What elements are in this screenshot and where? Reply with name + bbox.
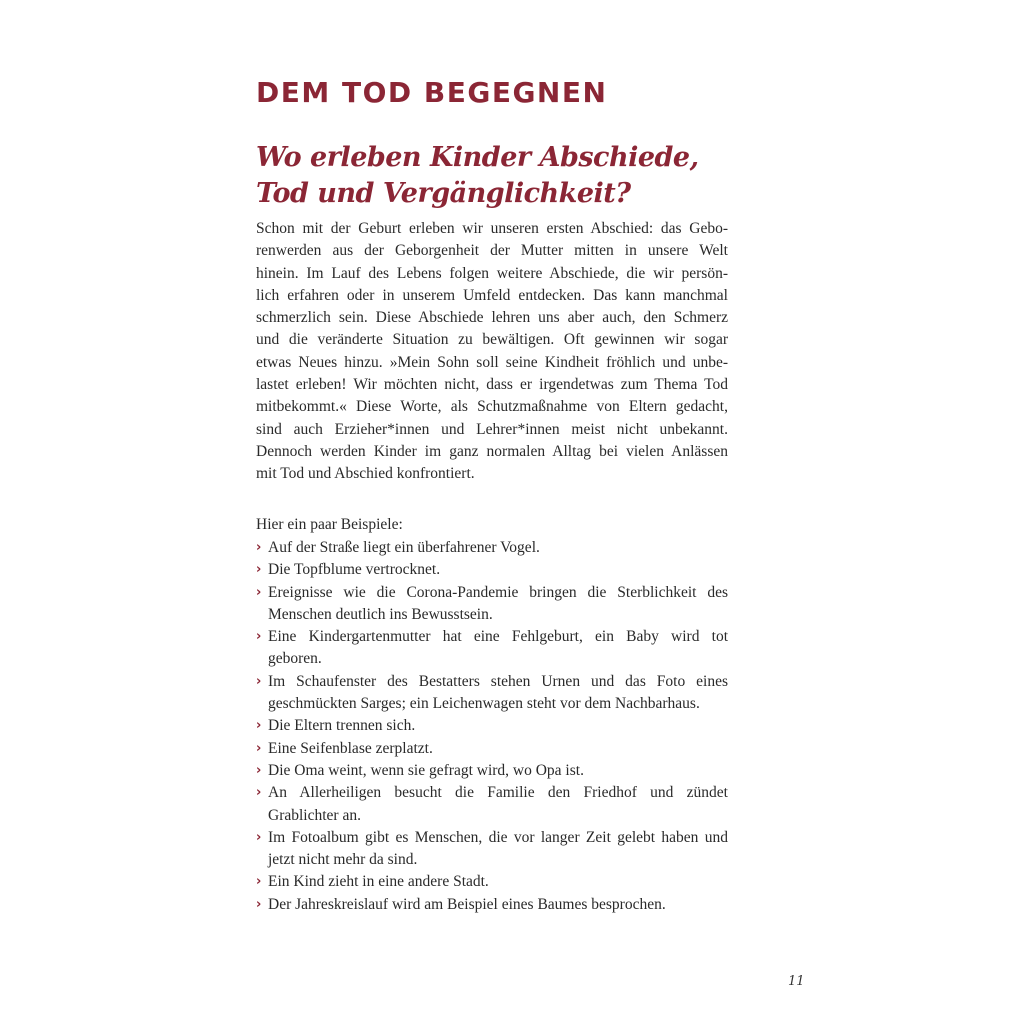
chevron-right-icon: › bbox=[256, 785, 262, 801]
paragraph-line: renwerden aus der Geborgenheit der Mutter mitten in unsere Welt bbox=[256, 242, 728, 260]
list-item-text: Im Fotoalbum gibt es Menschen, die vor langer Zeit gelebt haben und bbox=[268, 828, 728, 846]
chevron-right-icon: › bbox=[256, 584, 262, 600]
list-item-text: Im Schaufenster des Bestatters stehen Urnen und das Foto eines bbox=[268, 672, 728, 690]
list-item bbox=[256, 871, 728, 893]
list-item bbox=[256, 715, 728, 737]
chevron-right-icon: › bbox=[256, 562, 262, 578]
paragraph-line: lich erfahren oder in unserem Umfeld entdecken. Das kann manchmal bbox=[256, 286, 728, 304]
chevron-right-icon: › bbox=[256, 829, 262, 845]
list-item bbox=[256, 582, 728, 627]
list-item-text: Ein Kind zieht in eine andere Stadt. bbox=[268, 873, 489, 891]
chevron-right-icon: › bbox=[256, 762, 262, 778]
list-item bbox=[256, 827, 728, 872]
list-item bbox=[256, 760, 728, 782]
list-item bbox=[256, 626, 728, 671]
paragraph-line: Schon mit der Geburt erleben wir unseren ersten Abschied: das Gebo- bbox=[256, 220, 728, 237]
examples-intro: Hier ein paar Beispiele: bbox=[256, 516, 403, 533]
list-item-text: Die Eltern trennen sich. bbox=[268, 717, 416, 735]
list-item bbox=[256, 894, 728, 916]
paragraph-line: etwas Neues hinzu. »Mein Sohn soll seine Kindheit fröhlich und unbe- bbox=[256, 353, 728, 371]
list-item-text: Menschen deutlich ins Bewusstsein. bbox=[268, 605, 493, 623]
list-item-text: Der Jahreskreislauf wird am Beispiel eines Baumes besprochen. bbox=[268, 895, 666, 913]
list-item-text: Grablichter an. bbox=[268, 806, 361, 824]
chevron-right-icon: › bbox=[256, 673, 262, 689]
examples-list bbox=[256, 537, 728, 916]
paragraph-line: schmerzlich sein. Diese Abschiede lehren uns aber auch, den Schmerz bbox=[256, 309, 728, 327]
section-title: DEM TOD BEGEGNEN bbox=[256, 76, 608, 109]
list-item-text: An Allerheiligen besucht die Familie den Friedhof und zündet bbox=[268, 784, 728, 802]
paragraph-line: und die veränderte Situation zu bewältigen. Oft gewinnen wir sogar bbox=[256, 331, 728, 349]
chevron-right-icon: › bbox=[256, 740, 262, 756]
page-number: 11 bbox=[788, 974, 805, 989]
list-item bbox=[256, 559, 728, 581]
list-item bbox=[256, 671, 728, 716]
paragraph-line: Dennoch werden Kinder im ganz normalen Alltag bei vielen Anlässen bbox=[256, 442, 728, 460]
list-item-text: Eine Kindergartenmutter hat eine Fehlgeburt, ein Baby wird tot bbox=[268, 628, 728, 646]
paragraph-line: mitbekommt.« Diese Worte, als Schutzmaßnahme von Eltern gedacht, bbox=[256, 398, 728, 416]
intro-paragraph bbox=[256, 218, 728, 486]
chevron-right-icon: › bbox=[256, 718, 262, 734]
list-item bbox=[256, 738, 728, 760]
list-item-text: jetzt nicht mehr da sind. bbox=[268, 851, 418, 869]
chevron-right-icon: › bbox=[256, 896, 262, 912]
list-item-text: Die Topfblume vertrocknet. bbox=[268, 561, 441, 579]
paragraph-line: sind auch Erzieher*innen und Lehrer*innen meist nicht unbekannt. bbox=[256, 420, 728, 438]
list-item-text: Eine Seifenblase zerplatzt. bbox=[268, 739, 433, 757]
list-item-text: Ereignisse wie die Corona-Pandemie bringen die Sterblichkeit des bbox=[268, 583, 728, 601]
list-item bbox=[256, 782, 728, 827]
list-item-text: geboren. bbox=[268, 650, 322, 668]
chevron-right-icon: › bbox=[256, 540, 262, 555]
list-item bbox=[256, 537, 728, 559]
paragraph-line: hinein. Im Lauf des Lebens folgen weitere Abschiede, die wir persön- bbox=[256, 264, 728, 282]
list-item-text: Die Oma weint, wenn sie gefragt wird, wo Opa ist. bbox=[268, 761, 584, 779]
paragraph-line: lastet erleben! Wir möchten nicht, dass er irgendetwas zum Thema Tod bbox=[256, 376, 728, 394]
chevron-right-icon: › bbox=[256, 629, 262, 645]
list-item-text: Auf der Straße liegt ein überfahrener Vogel. bbox=[268, 539, 540, 556]
list-item-text: geschmückten Sarges; ein Leichenwagen steht vor dem Nachbarhaus. bbox=[268, 695, 700, 713]
chevron-right-icon: › bbox=[256, 874, 262, 890]
chapter-subtitle: Wo erleben Kinder Abschiede, Tod und Vergänglichkeit? bbox=[256, 142, 699, 209]
paragraph-line: mit Tod und Abschied konfrontiert. bbox=[256, 465, 475, 483]
